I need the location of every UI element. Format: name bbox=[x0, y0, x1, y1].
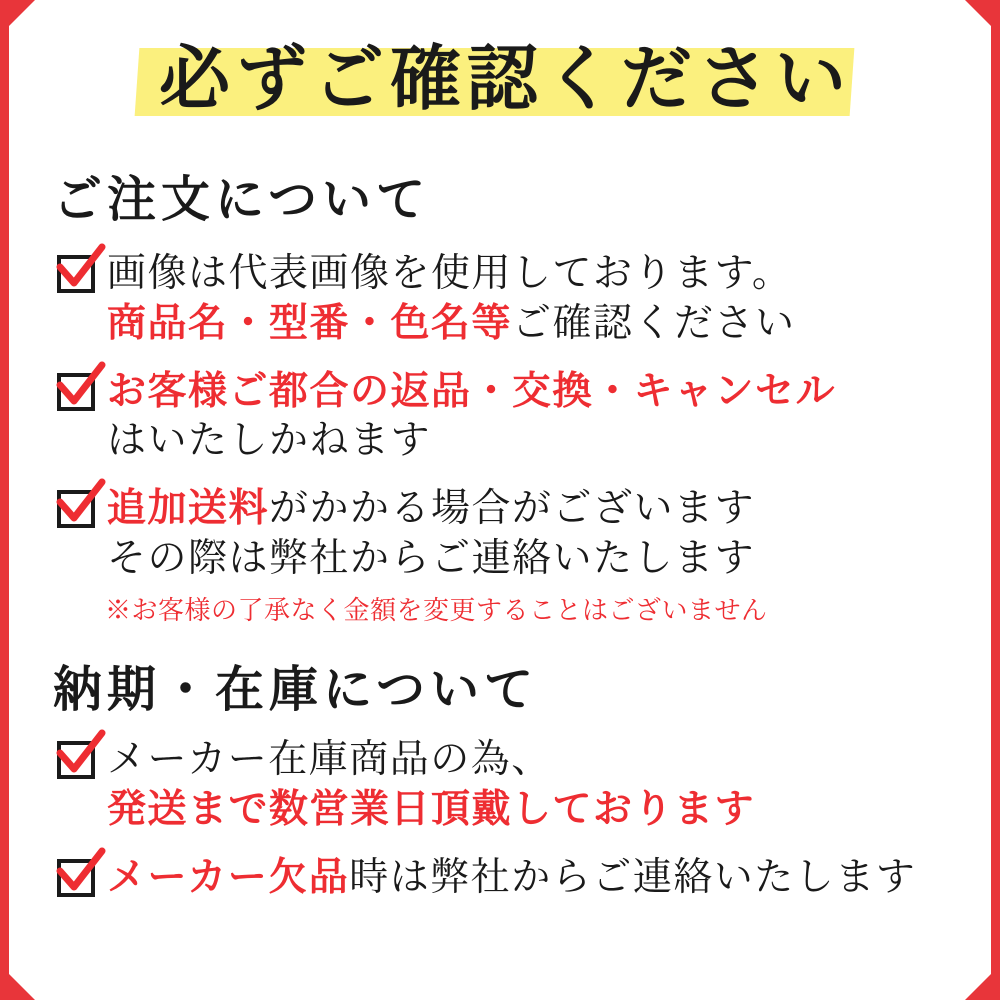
list-item-lines bbox=[107, 853, 953, 903]
text-run: その際は弊社からご連絡いたします bbox=[107, 536, 756, 582]
notice-content bbox=[9, 0, 991, 1000]
text-run: お客様ご都合の返品・交換・キャンセル bbox=[107, 367, 837, 414]
list-item-note: ※お客様の了承なく金額を変更することはございません bbox=[105, 596, 768, 627]
text-run: 発送まで数営業日頂戴しております bbox=[107, 786, 756, 833]
checkbox-icon bbox=[57, 490, 95, 528]
banner bbox=[159, 34, 852, 123]
text-run: がかかる場合がございます bbox=[269, 486, 756, 532]
list-item bbox=[57, 367, 953, 467]
checkbox-icon bbox=[57, 741, 95, 779]
text-run: 画像は代表画像を使用しております。 bbox=[107, 250, 793, 296]
list-item-line bbox=[107, 299, 953, 349]
list-item-lines bbox=[107, 367, 953, 467]
list-item bbox=[57, 484, 953, 584]
list-item-lines bbox=[107, 249, 953, 349]
text-run: メーカー在庫商品の為、 bbox=[107, 737, 552, 783]
list-item bbox=[57, 853, 953, 903]
list-item-line bbox=[107, 735, 953, 785]
list-item-lines bbox=[107, 484, 953, 584]
checkbox-icon bbox=[57, 255, 95, 293]
text-run: 時は弊社からご連絡いたします bbox=[349, 855, 917, 900]
list-item bbox=[57, 735, 953, 835]
list-item-lines bbox=[107, 735, 953, 835]
section-heading-delivery: 納期・在庫について bbox=[53, 660, 539, 719]
checkbox-icon bbox=[57, 859, 95, 897]
checkbox-icon bbox=[57, 373, 95, 411]
list-item-line bbox=[107, 249, 953, 299]
banner-title: 必ずご確認ください bbox=[159, 36, 853, 120]
text-run: はいたしかねます bbox=[107, 418, 432, 464]
list-item-line bbox=[107, 416, 953, 466]
list-item bbox=[57, 249, 953, 349]
list-item-line bbox=[107, 853, 953, 903]
section-heading-orders: ご注文について bbox=[53, 169, 431, 228]
text-run: ご確認ください bbox=[512, 300, 796, 346]
list-item-line bbox=[107, 367, 953, 417]
text-run: 追加送料 bbox=[107, 485, 270, 532]
list-item-line bbox=[107, 785, 953, 835]
text-run: 商品名・型番・色名等 bbox=[107, 299, 513, 346]
text-run: メーカー欠品 bbox=[107, 854, 350, 900]
list-item-line bbox=[107, 484, 953, 534]
list-item-line bbox=[107, 534, 953, 584]
